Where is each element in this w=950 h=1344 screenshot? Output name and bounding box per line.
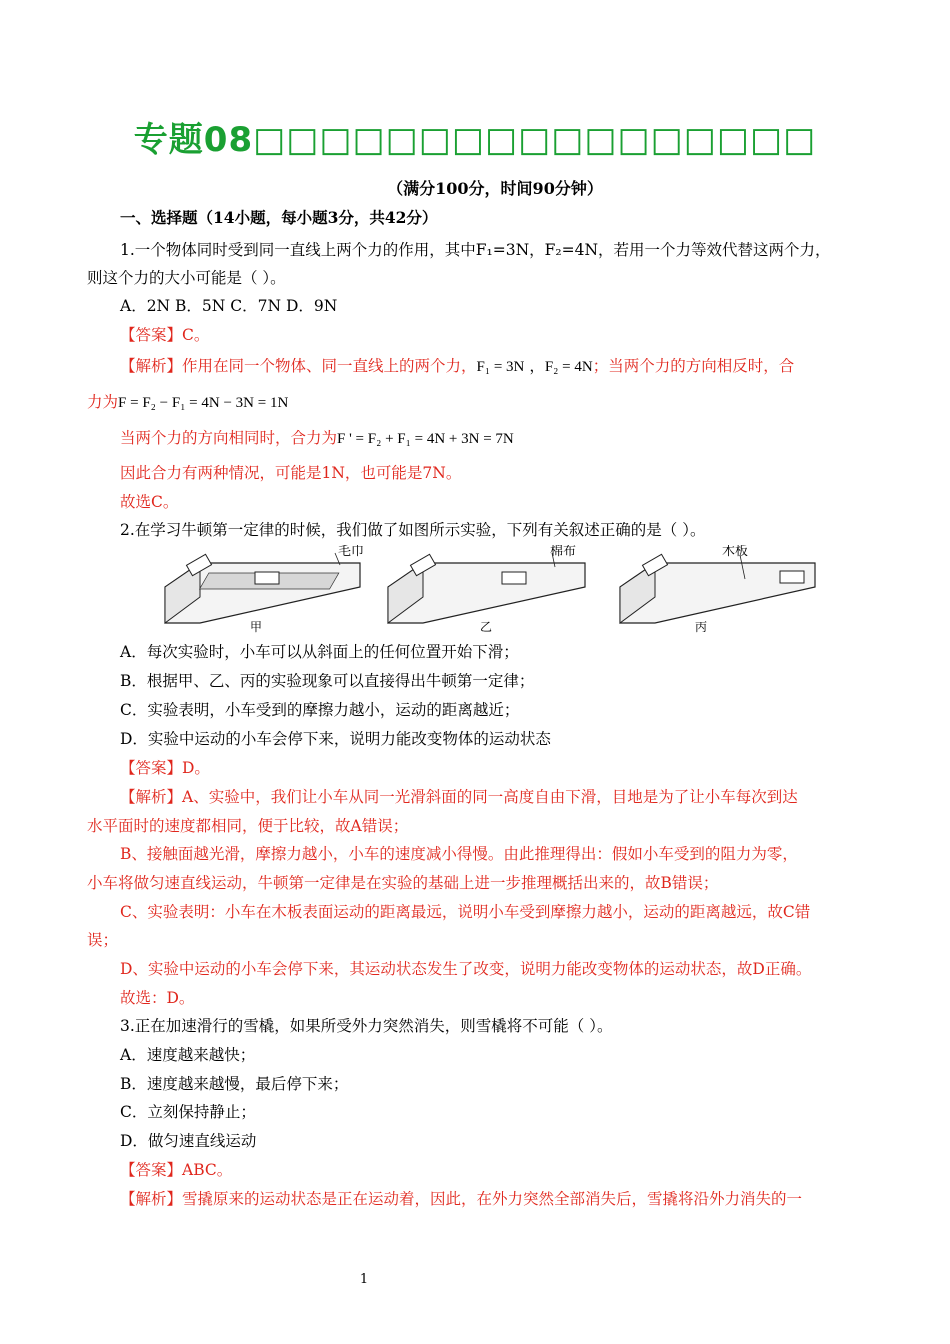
q3-stem: 3.正在加速滑行的雪橇，如果所受外力突然消失，则雪橇将不可能（ ）。 — [120, 1017, 613, 1035]
q1-analysis-line2 — [87, 392, 288, 413]
q3-option-a: A．速度越来越快； — [120, 1046, 256, 1064]
q2-option-a: A．每次实验时，小车可以从斜面上的任何位置开始下滑； — [120, 643, 519, 661]
page-title: 专题08□□□□□□□□□□□□□□□□□ — [133, 120, 817, 160]
cart-bing — [780, 571, 804, 583]
q2-answer: 【答案】D。 — [120, 759, 210, 777]
q2-analysis-b2: 小车将做匀速直线运动，牛顿第一定律是在实验的基础上进一步推理概括出来的，故B错误； — [87, 874, 719, 892]
q1-formula-f1: F₁ = 3N — [476, 359, 525, 375]
q1-formula-same: F ' = F₂ + F₁ = 4N + 3N = 7N — [337, 431, 514, 447]
cart-jia — [255, 572, 279, 584]
q1-conclusion: 故选C。 — [120, 493, 179, 511]
q2-option-d: D．实验中运动的小车会停下来，说明力能改变物体的运动状态 — [120, 730, 551, 748]
q1-formula-f2: F₂ = 4N — [544, 359, 593, 375]
q3-analysis-1: 【解析】雪撬原来的运动状态是正在运动着，因此，在外力突然全部消失后，雪撬将沿外力消失的一 — [120, 1190, 803, 1208]
q1-stem-line1: 1.一个物体同时受到同一直线上两个力的作用，其中F₁=3N，F₂=4N，若用一个力等效代替这两个力， — [120, 241, 831, 259]
q2-conclusion: 故选：D。 — [120, 989, 195, 1007]
q1-analysis-text-3a: 当两个力的方向相同时，合力为 — [120, 429, 338, 447]
q1-analysis-line3 — [120, 428, 514, 449]
label-bing: 丙 — [695, 620, 708, 634]
page-subtitle: （满分100分，时间90分钟） — [387, 179, 603, 198]
label-jia: 甲 — [250, 620, 263, 634]
label-board: 木板 — [722, 545, 749, 559]
panel-jia — [165, 545, 364, 634]
cart-yi — [502, 572, 526, 584]
q3-option-d: D．做匀速直线运动 — [120, 1132, 257, 1150]
q1-options: A．2N B．5N C．7N D．9N — [120, 297, 338, 315]
q2-option-b: B．根据甲、乙、丙的实验现象可以直接得出牛顿第一定律； — [120, 672, 535, 690]
q1-answer: 【答案】C。 — [120, 326, 210, 344]
label-towel: 毛巾 — [338, 545, 365, 559]
page-number: 1 — [359, 1272, 369, 1287]
q2-option-c: C．实验表明，小车受到的摩擦力越小，运动的距离越近； — [120, 701, 520, 719]
q2-analysis-a1: 【解析】A、实验中，我们让小车从同一光滑斜面的同一高度自由下滑，目地是为了让小车每次到达 — [120, 788, 798, 806]
q2-analysis-c1: C、实验表明：小车在木板表面运动的距离最远，说明小车受到摩擦力越小，运动的距离越远，故C错 — [120, 903, 811, 921]
q1-analysis-text-2a: 力为 — [87, 393, 119, 411]
q2-experiment-figure — [160, 545, 816, 635]
q2-analysis-d: D、实验中运动的小车会停下来，其运动状态发生了改变，说明力能改变物体的运动状态，故D正确。 — [120, 960, 812, 978]
q3-option-b: B．速度越来越慢，最后停下来； — [120, 1075, 349, 1093]
q3-answer: 【答案】ABC。 — [120, 1161, 233, 1179]
q1-analysis-line1: 【解析】作用在同一个物体、同一直线上的两个力，F₁ = 3N ，F₂ = 4N；当两个力的方向相反时，合 — [120, 357, 795, 375]
label-yi: 乙 — [480, 620, 493, 634]
q3-option-c: C．立刻保持静止； — [120, 1103, 256, 1121]
q2-stem: 2.在学习牛顿第一定律的时候，我们做了如图所示实验，下列有关叙述正确的是（ ）。 — [120, 521, 706, 539]
label-cotton: 棉布 — [550, 545, 577, 559]
q1-analysis-text-1b: ；当两个力的方向相反时，合 — [592, 357, 795, 375]
q2-analysis-b1: B、接触面越光滑，摩擦力越小，小车的速度减小得慢。由此推理得出：假如小车受到的阻力为零， — [120, 845, 798, 863]
panel-bing — [620, 545, 815, 634]
q1-formula-opposite: F = F₂ − F₁ = 4N − 3N = 1N — [118, 395, 289, 411]
q2-analysis-c2: 误； — [87, 931, 119, 949]
q1-analysis-line4: 因此合力有两种情况，可能是1N，也可能是7N。 — [120, 464, 462, 482]
section-heading: 一、选择题（14小题，每小题3分，共42分） — [120, 208, 438, 227]
q1-stem-line2: 则这个力的大小可能是（ ）。 — [87, 269, 286, 287]
q1-analysis-text-1a: 【解析】作用在同一个物体、同一直线上的两个力， — [120, 357, 477, 375]
q2-analysis-a2: 水平面时的速度都相同，便于比较，故A错误； — [87, 817, 409, 835]
panel-yi — [388, 545, 585, 634]
